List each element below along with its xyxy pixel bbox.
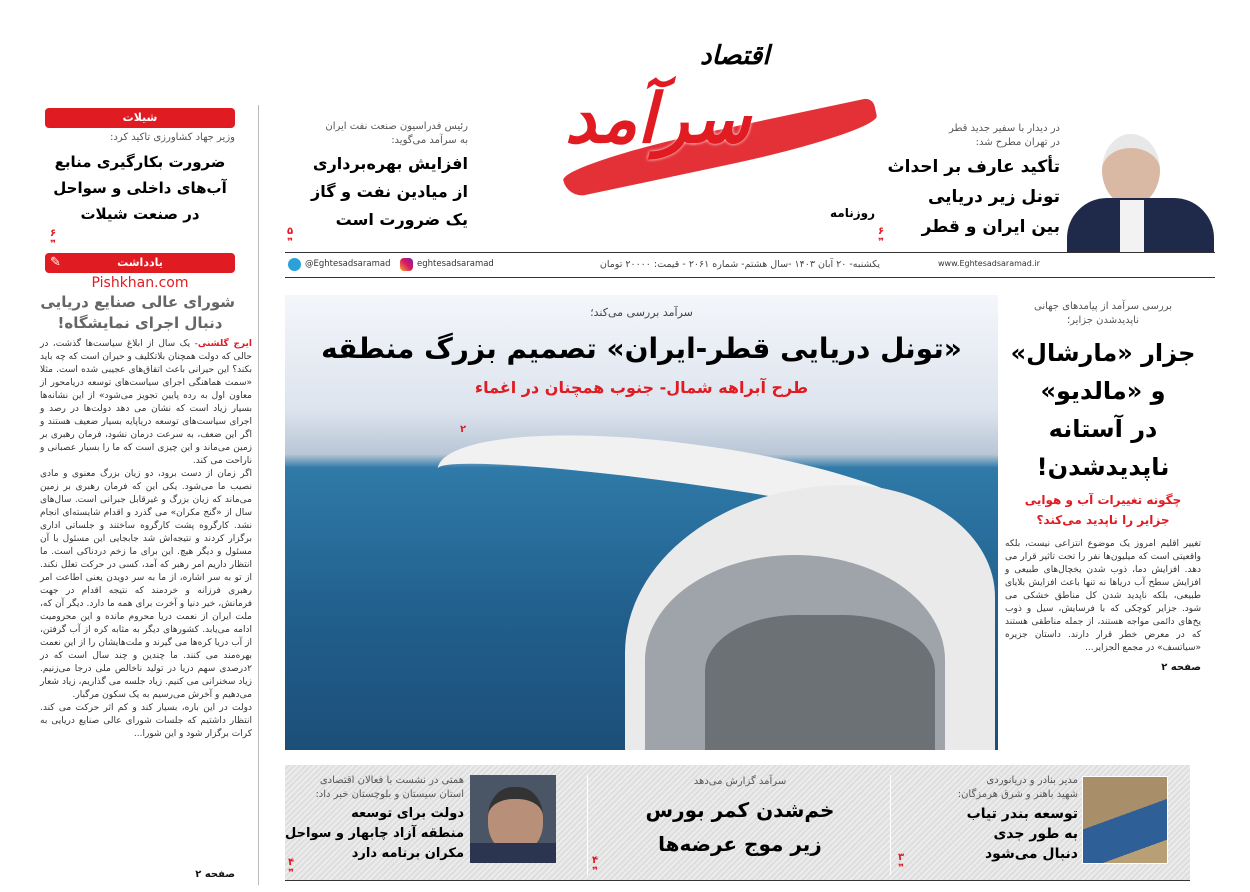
right-subhead: چگونه تغییرات آب و هوایی جزایر را ناپدید می‌کند؟ xyxy=(1024,493,1182,527)
lead-kicker: سرآمد بررسی می‌کند؛ xyxy=(590,306,693,319)
top-left-headline: افزایش بهره‌برداری از میادین نفت و گاز یک ضرورت است xyxy=(311,154,468,229)
pencil-icon: ✎ xyxy=(50,255,61,270)
sidebar-story[interactable]: وزیر جهاد کشاورزی تاکید کرد: ضرورت بکارگیری منابع آب‌های داخلی و سواحل در صنعت شیلات xyxy=(53,132,235,223)
page-ref[interactable]: صفحه ۲ xyxy=(195,869,235,880)
page-ref-3[interactable]: ۳ ❞ xyxy=(898,852,905,874)
bottom-story-chabahar[interactable]: همتی در نشست با فعالان اقتصادی استان سیستان و بلوچستان خبر داد: دولت برای توسعه منطقه آزاد چابهار و سواحل مکران برنامه دارد xyxy=(285,775,464,861)
author: ایرج گلشنی xyxy=(197,339,252,349)
telegram-icon xyxy=(288,258,301,271)
section-band-note: یادداشت xyxy=(45,253,235,273)
right-headline: جزار «مارشال» و «مالدیو» در آستانه ناپدیدشدن! xyxy=(1010,339,1196,481)
bottom-story-tiyab[interactable]: مدیر بنادر و دریانوردی شهید باهنر و شرق هرمزگان: توسعه بندر تیاب به طور جدی دنبال می‌شود xyxy=(957,775,1078,862)
page-ref-2[interactable]: ۲ xyxy=(460,424,467,435)
hemmati-photo[interactable] xyxy=(470,775,556,863)
page-ref-5[interactable]: ۵ ❞ xyxy=(287,226,294,248)
website-link[interactable]: www.Eghtesadsaramad.ir xyxy=(938,259,1040,268)
watermark: Pishkhan.com xyxy=(91,275,189,291)
section-band-fisheries: شیلات xyxy=(45,108,235,128)
top-left-story[interactable]: رئیس فدراسیون صنعت نفت ایران به سرآمد می‌گوید: افزایش بهره‌برداری از میادین نفت و گاز یک ضرورت است xyxy=(298,120,468,234)
page-ref-4b[interactable]: ۴ ❞ xyxy=(288,857,295,879)
right-story[interactable]: بررسی سرآمد از پیامدهای جهانی ناپدیدشدن جزایر؛ جزار «مارشال» و «مالدیو» در آستانه ناپدیدشدن! چگونه تغییرات آب و هوایی جزایر را ناپدید می‌کند؟ تغییر اقلیم امروز یک موضوع انتزاعی نیست، بلکه واقعیتی است که میلیون‌ها نفر را تحت تاثیر قرار می دهد. افزایش دما، ذوب شدن یخچال‌های طبیعی و افزایش سطح آب دریاها نه تنها باعث افزایش بلایای طبیعی، بلکه ناپدید شدن کل مناطق خشکی می شود. جزایر کوچکی که با فرسایش، سیل و ذوب یخ‌های دائمی مواجه هستند، از جمله مناطقی هستند که در معرض خطر قرار دارند. داستان جزیره «سیاتسف» در مجمع الجزایر... صفحه ۲ xyxy=(1005,301,1201,673)
map-thumbnail[interactable] xyxy=(1082,776,1168,864)
top-right-photo xyxy=(1062,130,1214,252)
lead-subhead: طرح آبراهه شمال- جنوب همچنان در اغماء xyxy=(474,378,809,397)
dateline: یکشنبه- ۲۰ آبان ۱۴۰۳ -سال هشتم- شماره ۲۰۶۱ - قیمت: ۲۰۰۰۰ تومان xyxy=(599,259,880,270)
masthead-logo: سرآمد xyxy=(565,80,751,159)
lead-story[interactable] xyxy=(285,305,998,399)
note-title: شورای عالی صنایع دریایی دنبال اجرای نمایشگاه! xyxy=(40,293,235,332)
instagram-icon xyxy=(400,258,413,271)
telegram-link[interactable]: @Eghtesadsaramad xyxy=(288,258,390,271)
page-ref-4[interactable]: ۴ ❞ xyxy=(592,855,599,877)
page-ref[interactable]: صفحه ۲ xyxy=(1161,662,1201,673)
page-ref-6[interactable]: ۶ ❞ xyxy=(878,226,885,248)
masthead-prefix: روزنامه xyxy=(830,206,875,220)
instagram-link[interactable]: eghtesadsaramad xyxy=(400,258,494,271)
note-body: ایرج گلشنی- یک سال از ابلاغ سیاست‌ها گذشت، در حالی که دولت همچنان بلاتکلیف و حیران است که چه باید بکند؟ این حیرانی باعث اتفاق‌های عجیبی شده است. مثلا «سمت هماهنگی اجرای سیاست‌های توسعه دریامحور از معاون اول به رده پایین تجویز می‌شود» از این نشانه‌ها بسیار زیاد است که نشان می دهد دولت‌ها در رصد و اجرای سیاست‌های توسعه دریاپایه بسیار ضعیف هستند و اگر این ضعف، به سرعت درمان نشود، فرمان رهبری بر زمین می‌ماند و این چیزی است که ما را بسیار عصبانی و ناراحت می کند. اگر زمان از دست برود، دو زیان بزرگ معنوی و مادی نصیب ما می‌شود. یکی این که فرمان رهبری بر زمین می‌ماند که زیان بزرگ و غیرقابل جبرانی است. سال‌های سال از «گنج مکران» می گذرد و اقدام شایسته‌ای انجام نشد. کارگروه پشت کارگروه ساختند و جلساتی اداری برگزار کردند و نتیجه‌اش شد جابجایی این مسئول با آن مسئول و دیگر هیچ. این برای ما زخم دردناکی است. ما انتظار داریم امر رهبر که آمد، کسی در حرکت تعلل نکند. از تو به سر اشاره، از ما به سر دویدن یعنی اطاعت امر رهبری فرزانه و خردمند که نتیجه اقدام در جهت فرمانش، خیر دنیا و آخرت برای همه ما دارد. دیگر آن که، ملت ایران از نعمت دریا محروم مانده و این محرومیت ادامه می‌یابد. کشورهای دیگر به مثابه کره از آب گرفتن، از آب دریا کره‌ها می گیرند و ملت‌هایشان را از این نعمت بهره‌مند می کنند. ما چندین و چند سال است که در ۲درصدی سهم دریا در تولید ناخالص ملی درجا می‌زنیم. زیاد سخنرانی می کنیم. زیاد جلسه می گذاریم، زیاد شعار می‌دهیم و آخرش می‌رسیم به یک سکون مرگبار. دولت در این باره، بسیار کند و کم اثر حرکت می کند. انتظار داشتیم که جلسات شورای عالی صنایع دریایی به کرات برگزار شود و این شورا... xyxy=(40,339,252,739)
page-ref-6b[interactable]: ۶ ❞ xyxy=(50,228,57,250)
top-right-story[interactable]: در دیدار با سفیر جدید قطر در تهران مطرح شد: تأکید عارف بر احداث تونل زیر دریایی بین ایران و قطر xyxy=(895,122,1060,242)
top-right-headline: تأکید عارف بر احداث تونل زیر دریایی بین ایران و قطر xyxy=(887,157,1060,237)
lead-headline: «تونل دریایی قطر-ایران» تصمیم بزرگ منطقه xyxy=(321,332,962,365)
bottom-story-bourse[interactable]: سرآمد گزارش می‌دهد خم‌شدن کمر بورس زیر موج عرضه‌ها xyxy=(645,776,835,856)
masthead-logo-sub: اقتصاد xyxy=(700,41,770,71)
